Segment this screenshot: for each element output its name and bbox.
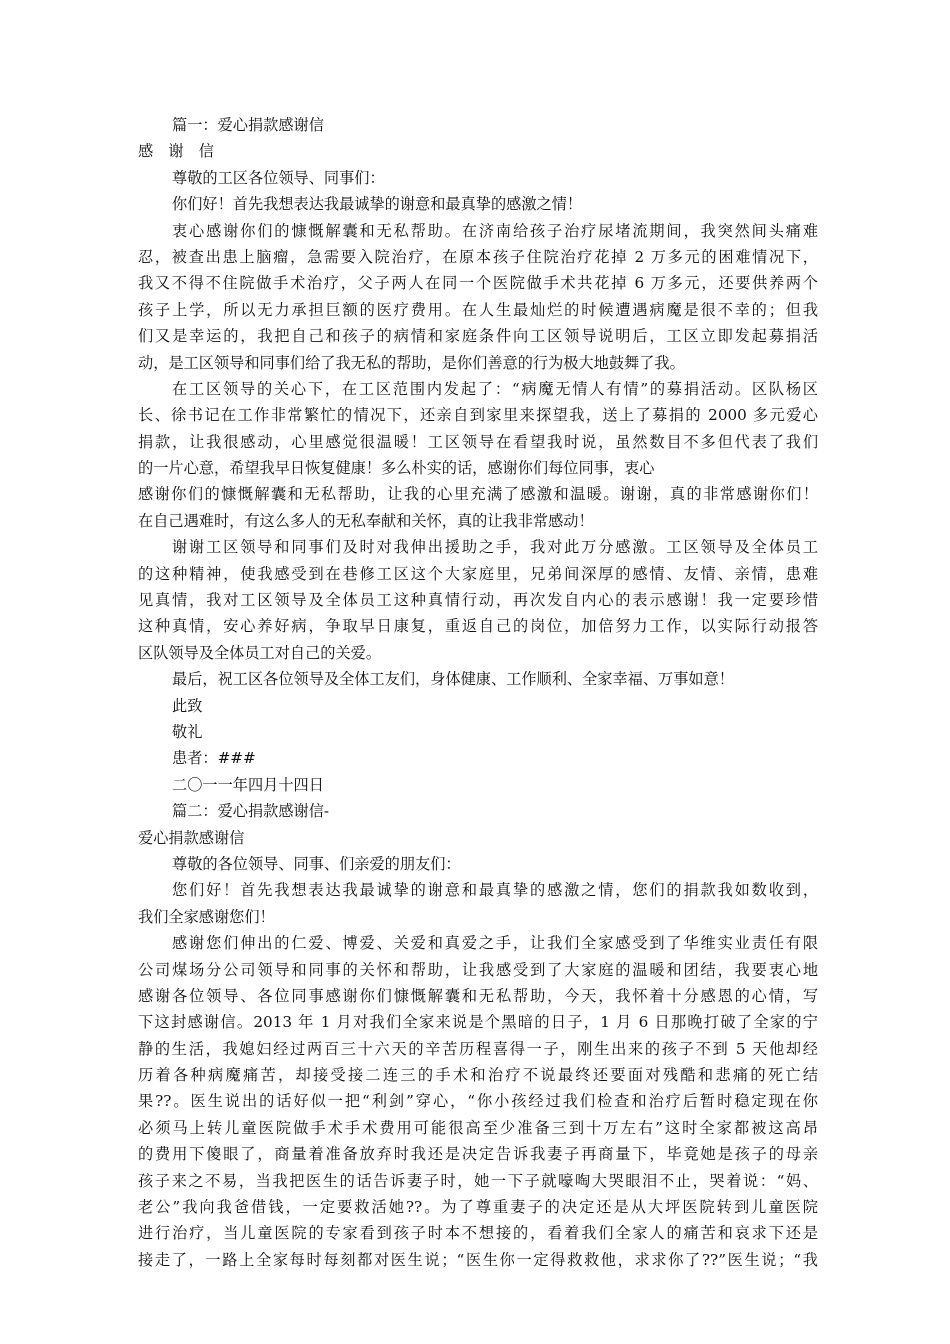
text-line: 在工区领导的关心下，在工区范围内发起了：“病魔无情人有情”的募捐活动。区队杨区 <box>172 379 818 398</box>
text-line: 患者：### <box>172 749 256 768</box>
text-line: 老公”我向我爸借钱，一定要救活她??。为了尊重妻子的决定还是从大坪医院转到儿童医院 <box>138 1198 818 1217</box>
text-line: 的这种精神，使我感受到在巷修工区这个大家庭里，兄弟间深厚的感情、友情、亲情，患难 <box>138 564 818 583</box>
text-line: 忍，被查出患上脑瘤，急需要入院治疗，在原本孩子住院治疗花掉 2 万多元的困难情况下， <box>138 247 818 266</box>
text-line: 我又不得不住院做手术治疗，父子两人在同一个医院做手术共花掉 6 万多元，还要供养两个 <box>138 274 818 293</box>
text-line: 必须马上转儿童医院做手术手术费用可能很高至少准备三到十万左右”这时全家都被这高昂 <box>138 1118 818 1137</box>
text-line: 尊敬的各位领导、同事、们亲爱的朋友们： <box>172 854 461 873</box>
text-line: 的费用下傻眼了，商量着准备放弃时我还是决定告诉我妻子再商量下，毕竟她是孩子的母亲 <box>138 1145 818 1164</box>
text-line: 进行治疗，当儿童医院的专家看到孩子时本不想接的，看着我们全家人的痛苦和哀求下还是 <box>138 1224 818 1243</box>
text-line: 最后，祝工区各位领导及全体工友们，身体健康、工作顺利、全家幸福、万事如意！ <box>172 670 734 689</box>
text-line: 历着各种病魔痛苦，却接受接二连三的手术和治疗不说最终还要面对残酷和悲痛的死亡结 <box>138 1066 818 1085</box>
text-line: 静的生活，我媳妇经过两百三十六天的辛苦历程喜得一子，刚生出来的孩子不到 5 天他却经 <box>138 1039 818 1058</box>
text-line: 感 谢 信 <box>138 142 214 161</box>
text-line: 篇一：爱心捐款感谢信 <box>172 116 324 134</box>
text-line: 下这封感谢信。2013 年 1 月对我们全家来说是个黑暗的日子，1 月 6 日那晚打破了全家的宁 <box>138 1013 818 1032</box>
text-line: 见真情，我对工区领导及全体员工这种真情行动，再次发自内心的表示感谢！我一定要珍惜 <box>138 591 818 610</box>
text-line: 谢谢工区领导和同事们及时对我伸出援助之手，我对此万分感激。工区领导及全体员工 <box>172 538 818 557</box>
text-line: 衷心感谢你们的慷慨解囊和无私帮助。在济南给孩子治疗尿堵流期间，我突然间头痛难 <box>172 221 818 240</box>
text-line: 接走了，一路上全家每时每刻都对医生说；“医生你一定得救救他，求求你了??”医生说；“我 <box>138 1250 818 1269</box>
text-line: 长、徐书记在工作非常繁忙的情况下，还亲自到家里来探望我，送上了募捐的 2000 多元爱心 <box>138 406 818 425</box>
text-line: 孩子上学，所以无力承担巨额的医疗费用。在人生最灿烂的时候遭遇病魔是很不幸的；但我 <box>138 300 818 319</box>
text-line: 在自己遇难时，有这么多人的无私奉献和关怀，真的让我非常感动！ <box>138 511 594 530</box>
text-line: 果??。医生说出的话好似一把“利剑”穿心，“你小孩经过我们检查和治疗后暂时稳定现在你 <box>138 1092 818 1111</box>
text-line: 您们好！首先我想表达我最诚挚的谢意和最真挚的感激之情，您们的捐款我如数收到， <box>172 881 818 900</box>
document-page <box>138 112 818 1273</box>
text-line: 感谢您们伸出的仁爱、博爱、关爱和真爱之手，让我们全家感受到了华维实业责任有限 <box>172 934 818 953</box>
text-line: 孩子来之不易，当我把医生的话告诉妻子时，她一下子就嚎啕大哭眼泪不止，哭着说：“妈、 <box>138 1171 818 1190</box>
text-line: 公司煤场分公司领导和同事的关怀和帮助，让我感受到了大家庭的温暖和团结，我要衷心地 <box>138 960 818 979</box>
text-line: 篇二：爱心捐款感谢信- <box>172 802 330 821</box>
text-line: 你们好！首先我想表达我最诚挚的谢意和最真挚的感激之情！ <box>172 195 583 214</box>
text-line: 捐款，让我很感动，心里感觉很温暖！工区领导在看望我时说，虽然数目不多但代表了我们 <box>138 432 818 451</box>
text-line: 的一片心意，希望我早日恢复健康！多么朴实的话，感谢你们每位同事，衷心 <box>138 459 655 478</box>
text-line: 此致 <box>172 696 203 715</box>
text-line: 区队领导及全体员工对自己的关爱。 <box>138 643 381 662</box>
text-line: 二〇一一年四月十四日 <box>172 775 324 794</box>
text-line: 这种真情，安心养好病，争取早日康复，重返自己的岗位，加倍努力工作，以实际行动报答 <box>138 617 818 636</box>
text-line: 感谢你们的慷慨解囊和无私帮助，让我的心里充满了感激和温暖。谢谢，真的非常感谢你们！ <box>138 485 818 504</box>
text-line: 感谢各位领导、各位同事感谢你们慷慨解囊和无私帮助，今天，我怀着十分感恩的心情，写 <box>138 986 818 1005</box>
text-line: 们又是幸运的，我把自己和孩子的病情和家庭条件向工区领导说明后，工区立即发起募捐活 <box>138 327 818 346</box>
text-line: 动，是工区领导和同事们给了我无私的帮助，是你们善意的行为极大地鼓舞了我。 <box>138 353 685 372</box>
text-line: 我们全家感谢您们！ <box>138 907 275 926</box>
text-line: 爱心捐款感谢信 <box>138 828 245 847</box>
text-line: 尊敬的工区各位领导、同事们： <box>172 168 385 187</box>
text-line: 敬礼 <box>172 722 203 741</box>
